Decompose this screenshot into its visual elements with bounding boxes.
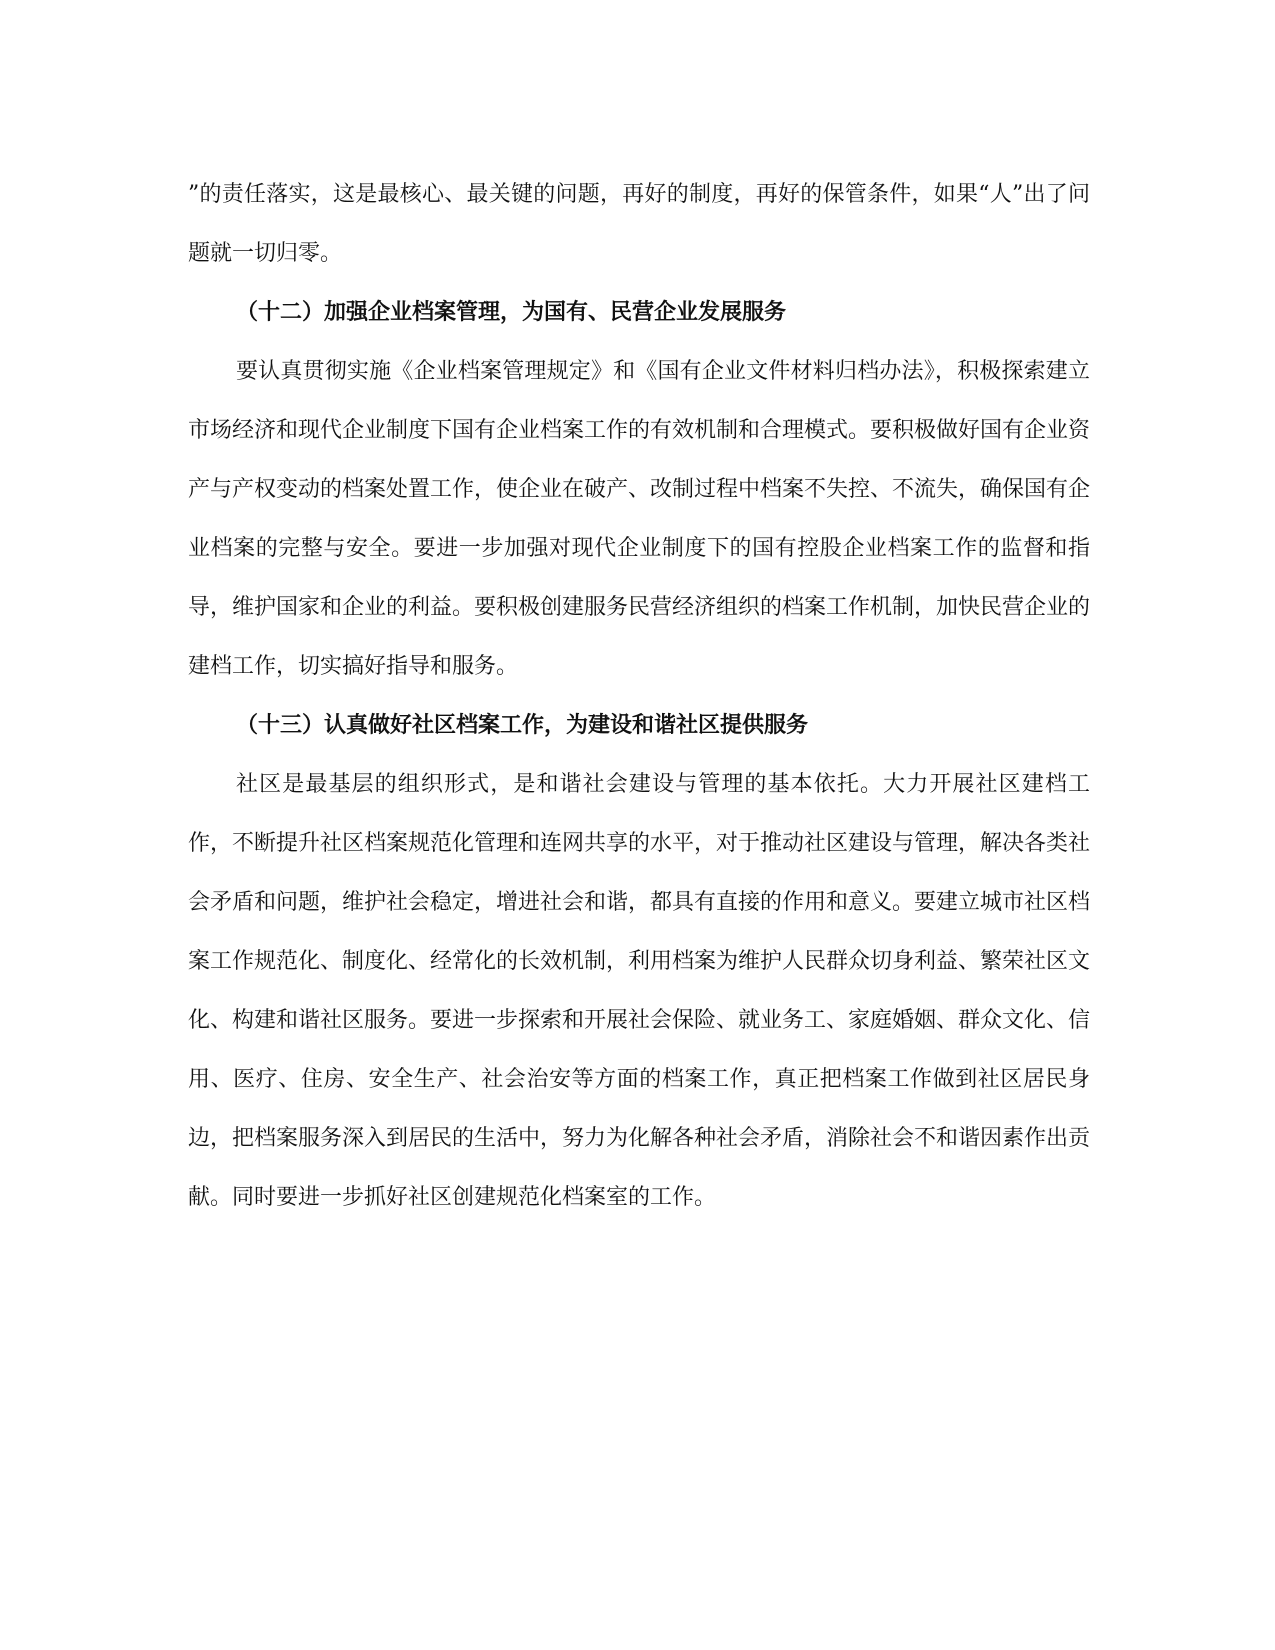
continuation-paragraph: ”的责任落实，这是最核心、最关键的问题，再好的制度，再好的保管条件，如果“人”出了问题就一切归零。 — [188, 182, 1090, 266]
section-12-heading: （十二）加强企业档案管理，为国有、民营企业发展服务 — [236, 300, 787, 325]
section-12-body: 要认真贯彻实施《企业档案管理规定》和《国有企业文件材料归档办法》，积极探索建立市场经济和现代企业制度下国有企业档案工作的有效机制和合理模式。要积极做好国有企业资产与产权变动的档案处置工作，使企业在破产、改制过程中档案不失控、不流失，确保国有企业档案的完整与安全。要进一步加强对现代企业制度下的国有控股企业档案工作的监督和指导，维护国家和企业的利益。要积极创建服务民营经济组织的档案工作机制，加快民营企业的建档工作，切实搞好指导和服务。 — [188, 359, 1091, 679]
section-13-heading: （十三）认真做好社区档案工作，为建设和谐社区提供服务 — [236, 713, 809, 738]
document-page — [188, 165, 1090, 1227]
section-13-body: 社区是最基层的组织形式，是和谐社会建设与管理的基本依托。大力开展社区建档工作，不断提升社区档案规范化管理和连网共享的水平，对于推动社区建设与管理，解决各类社会矛盾和问题，维护社会稳定，增进社会和谐，都具有直接的作用和意义。要建立城市社区档案工作规范化、制度化、经常化的长效机制，利用档案为维护人民群众切身利益、繁荣社区文化、构建和谐社区服务。要进一步探索和开展社会保险、就业务工、家庭婚姻、群众文化、信用、医疗、住房、安全生产、社会治安等方面的档案工作，真正把档案工作做到社区居民身边，把档案服务深入到居民的生活中，努力为化解各种社会矛盾，消除社会不和谐因素作出贡献。同时要进一步抓好社区创建规范化档案室的工作。 — [188, 772, 1091, 1210]
